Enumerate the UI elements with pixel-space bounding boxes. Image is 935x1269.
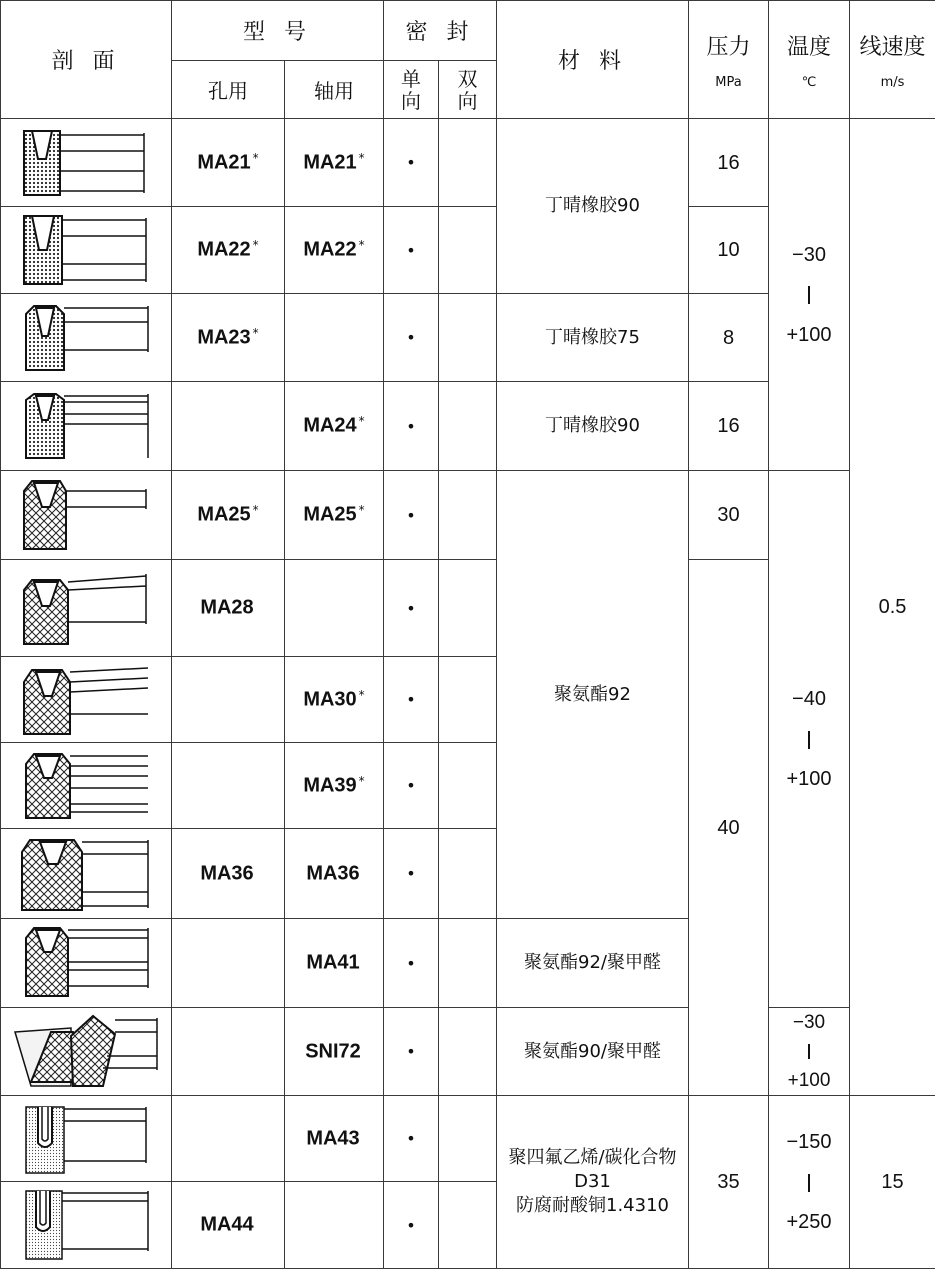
header-seal-single: 单 向 [384,61,439,119]
model-shaft-cell [285,1096,384,1182]
model-bore-cell [172,1096,285,1182]
preferred-mark: * [253,503,259,517]
temp-high: +100 [769,315,849,355]
model-shaft-cell [285,207,384,294]
preferred-mark: * [359,688,365,702]
preferred-mark: * [253,238,259,252]
u-cup-seal-dense-icon [16,300,156,376]
u-cup-seal-dense-icon [16,125,156,201]
u-cup-seal-crosshatch-icon [16,834,156,914]
model-bore-cell [172,294,285,382]
temp-low: −150 [769,1122,849,1162]
seal-single-dot: • [384,1008,439,1096]
u-cup-seal-dense-icon [16,212,156,288]
model-bore: MA23 [197,326,250,348]
header-seal: 密 封 [384,1,497,61]
model-shaft-cell [285,1008,384,1096]
pressure-cell: 10 [689,207,769,294]
u-cup-seal-with-ring-icon [16,924,156,1002]
model-shaft-cell [285,1182,384,1269]
profile-cell [1,1182,172,1269]
profile-cell [1,382,172,471]
model-bore-cell [172,1008,285,1096]
seal-single-dot: • [384,1182,439,1269]
material-cell [497,1096,689,1269]
u-cup-seal-dense-icon [16,388,156,464]
seal-double-cell [439,829,497,919]
header-model-shaft: 轴用 [285,61,384,119]
seal-double-cell [439,1182,497,1269]
temperature-cell [769,471,850,1008]
header-pressure-unit: MPa [689,75,768,90]
model-shaft-cell [285,657,384,743]
seal-double-cell [439,207,497,294]
pressure-cell: 30 [689,471,769,560]
model-bore-cell [172,829,285,919]
model-bore: MA21 [197,151,250,173]
model-bore-cell [172,382,285,471]
seal-double-cell [439,294,497,382]
seal-single-dot: • [384,829,439,919]
material-cell: 聚氨酯92/聚甲醛 [497,919,689,1008]
model-bore: MA22 [197,239,250,261]
model-bore: MA36 [200,862,253,884]
temp-low: −30 [769,235,849,275]
model-shaft: SNI72 [305,1040,361,1062]
model-shaft: MA36 [306,862,359,884]
preferred-mark: * [359,151,365,165]
seal-double-cell [439,1096,497,1182]
material-line: D31 [497,1170,688,1194]
profile-cell [1,471,172,560]
temp-separator [769,719,849,759]
seal-double-cell [439,919,497,1008]
temp-low: −40 [769,679,849,719]
preferred-mark: * [359,414,365,428]
model-bore-cell [172,560,285,657]
header-model-bore: 孔用 [172,61,285,119]
seal-double-cell [439,1008,497,1096]
header-section: 剖 面 [1,1,172,119]
model-shaft-cell [285,382,384,471]
seal-single-dot: • [384,207,439,294]
header-pressure [689,1,769,119]
seal-double-cell [439,119,497,207]
header-seal-double: 双 向 [439,61,497,119]
header-pressure-label: 压力 [689,30,768,61]
model-shaft: MA24 [303,415,356,437]
temp-high: +100 [769,1066,849,1095]
v-seal-with-ring-icon [11,1012,161,1092]
temp-high: +100 [769,759,849,799]
temperature-cell [769,119,850,471]
seal-single-dot: • [384,1096,439,1182]
material-cell: 丁晴橡胶75 [497,294,689,382]
u-cup-seal-crosshatch-icon [16,748,156,824]
seal-single-dot: • [384,919,439,1008]
preferred-mark: * [253,151,259,165]
pressure-cell: 8 [689,294,769,382]
model-shaft: MA41 [306,952,359,974]
material-line: 聚四氟乙烯/碳化合物 [497,1146,688,1170]
pressure-cell: 40 [689,560,769,1096]
material-cell: 丁晴橡胶90 [497,382,689,471]
profile-cell [1,1008,172,1096]
temp-high: +250 [769,1202,849,1242]
model-bore-cell [172,119,285,207]
seal-double-cell [439,471,497,560]
model-bore: MA44 [200,1214,253,1236]
model-shaft-cell [285,829,384,919]
u-cup-seal-crosshatch-icon [16,568,156,648]
seal-double-cell [439,382,497,471]
temp-separator [769,275,849,315]
seal-single-dot: • [384,119,439,207]
u-cup-seal-crosshatch-icon [16,662,156,738]
seal-single-dot: • [384,294,439,382]
seal-double-cell [439,560,497,657]
preferred-mark: * [359,503,365,517]
model-shaft: MA43 [306,1127,359,1149]
model-bore-cell [172,471,285,560]
temperature-cell [769,1008,850,1096]
pressure-cell: 16 [689,382,769,471]
header-speed [850,1,935,119]
material-cell: 聚氨酯90/聚甲醛 [497,1008,689,1096]
profile-cell [1,119,172,207]
model-shaft: MA39 [303,774,356,796]
temp-separator [769,1037,849,1066]
model-shaft-cell [285,119,384,207]
spring-energized-seal-icon [16,1187,156,1263]
temp-low: −30 [769,1008,849,1037]
preferred-mark: * [359,238,365,252]
model-shaft-cell [285,471,384,560]
header-speed-label: 线速度 [850,30,935,61]
model-bore-cell [172,1182,285,1269]
speed-cell: 0.5 [850,119,935,1096]
preferred-mark: * [253,326,259,340]
model-shaft: MA25 [303,504,356,526]
model-bore-cell [172,743,285,829]
profile-cell [1,1096,172,1182]
profile-cell [1,743,172,829]
temperature-cell [769,1096,850,1269]
seal-single-dot: • [384,382,439,471]
profile-cell [1,207,172,294]
u-cup-seal-crosshatch-icon [16,477,156,553]
pressure-cell: 16 [689,119,769,207]
seal-single-dot: • [384,471,439,560]
spring-energized-seal-icon [16,1101,156,1177]
seal-double-cell [439,743,497,829]
header-material: 材 料 [497,1,689,119]
profile-cell [1,657,172,743]
header-speed-unit: m/s [850,75,935,90]
model-bore-cell [172,657,285,743]
pressure-cell: 35 [689,1096,769,1269]
header-temperature-unit: ℃ [769,75,849,90]
profile-cell [1,294,172,382]
material-cell: 丁晴橡胶90 [497,119,689,294]
model-shaft-cell [285,294,384,382]
profile-cell [1,919,172,1008]
model-shaft-cell [285,919,384,1008]
temp-separator [769,1162,849,1202]
model-bore-cell [172,207,285,294]
header-temperature-label: 温度 [769,30,849,61]
material-line: 防腐耐酸铜1.4310 [497,1194,688,1218]
profile-cell [1,560,172,657]
preferred-mark: * [359,774,365,788]
model-shaft: MA30 [303,688,356,710]
model-bore: MA28 [200,597,253,619]
model-bore: MA25 [197,504,250,526]
profile-cell [1,829,172,919]
seal-single-dot: • [384,743,439,829]
seal-double-cell [439,657,497,743]
seal-single-dot: • [384,657,439,743]
header-temperature [769,1,850,119]
seal-single-dot: • [384,560,439,657]
model-shaft-cell [285,560,384,657]
model-shaft-cell [285,743,384,829]
model-bore-cell [172,919,285,1008]
header-model: 型 号 [172,1,384,61]
material-cell: 聚氨酯92 [497,471,689,919]
model-shaft: MA22 [303,239,356,261]
model-shaft: MA21 [303,151,356,173]
speed-cell: 15 [850,1096,935,1269]
